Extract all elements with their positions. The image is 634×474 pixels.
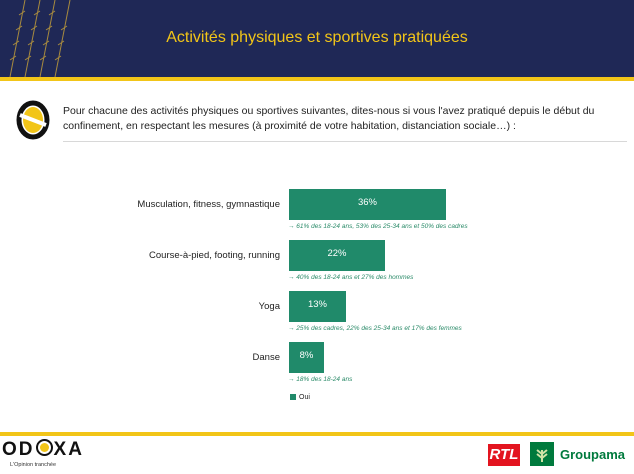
survey-question: Pour chacune des activités physiques ou sportives suivantes, dites-nous si vous l'avez pratiqué depuis le début du confinement, en respectant les mesures (à proximité de votre habitation, distanciation sociale…) : <box>63 105 595 132</box>
page-title: Activités physiques et sportives pratiquées <box>166 29 468 46</box>
category-label: Course-à-pied, footing, running <box>149 250 280 261</box>
chart-legend <box>290 394 310 401</box>
category-label: Danse <box>252 352 280 363</box>
category-label: Musculation, fitness, gymnastique <box>137 199 280 210</box>
legend-swatch <box>290 394 296 400</box>
question-divider <box>63 141 627 142</box>
bar-value-label: 22% <box>327 248 347 259</box>
bar-value-label: 13% <box>307 299 327 310</box>
groupama-logo-text: Groupama <box>560 447 626 462</box>
legend-label: Oui <box>299 394 310 401</box>
header-divider <box>0 77 634 81</box>
brand-o-icon <box>36 439 53 456</box>
bar <box>289 240 385 271</box>
rtl-logo: RTL <box>488 444 520 466</box>
bar-annotation: → 18% des 18-24 ans <box>288 376 353 383</box>
odoxa-brand: OD XA <box>2 439 84 460</box>
bar <box>289 291 346 322</box>
footer-divider <box>0 432 634 436</box>
bar-value-label: 36% <box>357 197 377 208</box>
brand-tagline: L'Opinion tranchée <box>10 462 56 468</box>
bar-annotation: → 61% des 18-24 ans, 53% des 25-34 ans et 50% des cadres <box>288 223 468 230</box>
groupama-logo-icon <box>530 442 554 466</box>
bar <box>289 189 446 220</box>
bar-annotation: → 40% des 18-24 ans et 27% des hommes <box>288 274 414 281</box>
header-banner <box>0 0 634 77</box>
bar-annotation: → 25% des cadres, 22% des 25-34 ans et 17% des femmes <box>288 325 462 332</box>
bar-value-label: 8% <box>299 350 314 361</box>
odoxa-logo-icon <box>16 99 50 141</box>
bar <box>289 342 324 373</box>
category-label: Yoga <box>258 301 280 312</box>
